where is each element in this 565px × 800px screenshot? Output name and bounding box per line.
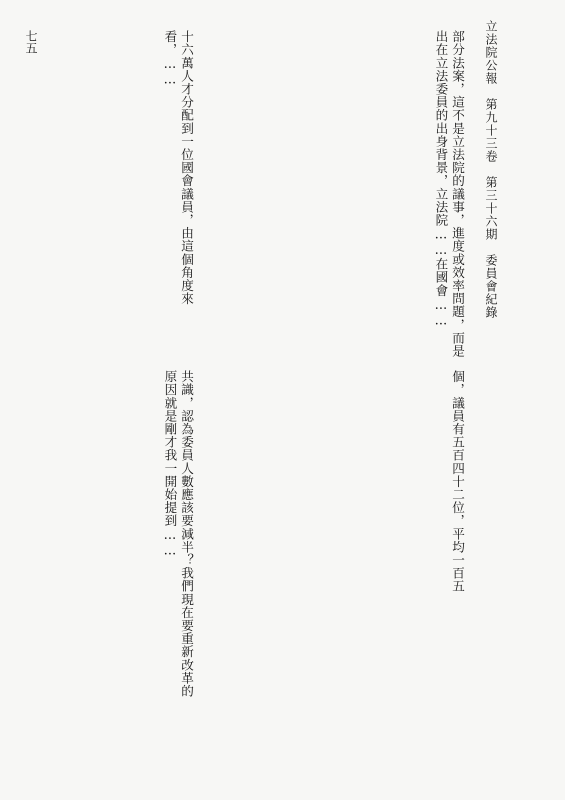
paragraph: 個，議員有五百四十二位，平均一百五 xyxy=(450,370,465,593)
text-column-bottom-right xyxy=(44,370,194,700)
text-column-top-left xyxy=(255,30,465,360)
page-number: 七五 xyxy=(24,30,38,54)
text-column-bottom-left xyxy=(255,370,465,700)
paragraph: 十六萬人才分配到一位國會議員，由這個角度來看，…… xyxy=(162,30,194,306)
running-header: 立法院公報 第九十三卷 第三十六期 委員會紀錄 xyxy=(484,20,498,319)
text-column-top-right xyxy=(44,30,194,360)
paragraph: 部分法案，這不是立法院的議事，進度或效率問題，而是出在立法委員的出身背景，立法院……在國會…… xyxy=(433,30,465,358)
paragraph: 共識，認為委員人數應該要減半？我們現在要重新改革的原因就是剛才我一開始提到…… xyxy=(162,370,194,698)
